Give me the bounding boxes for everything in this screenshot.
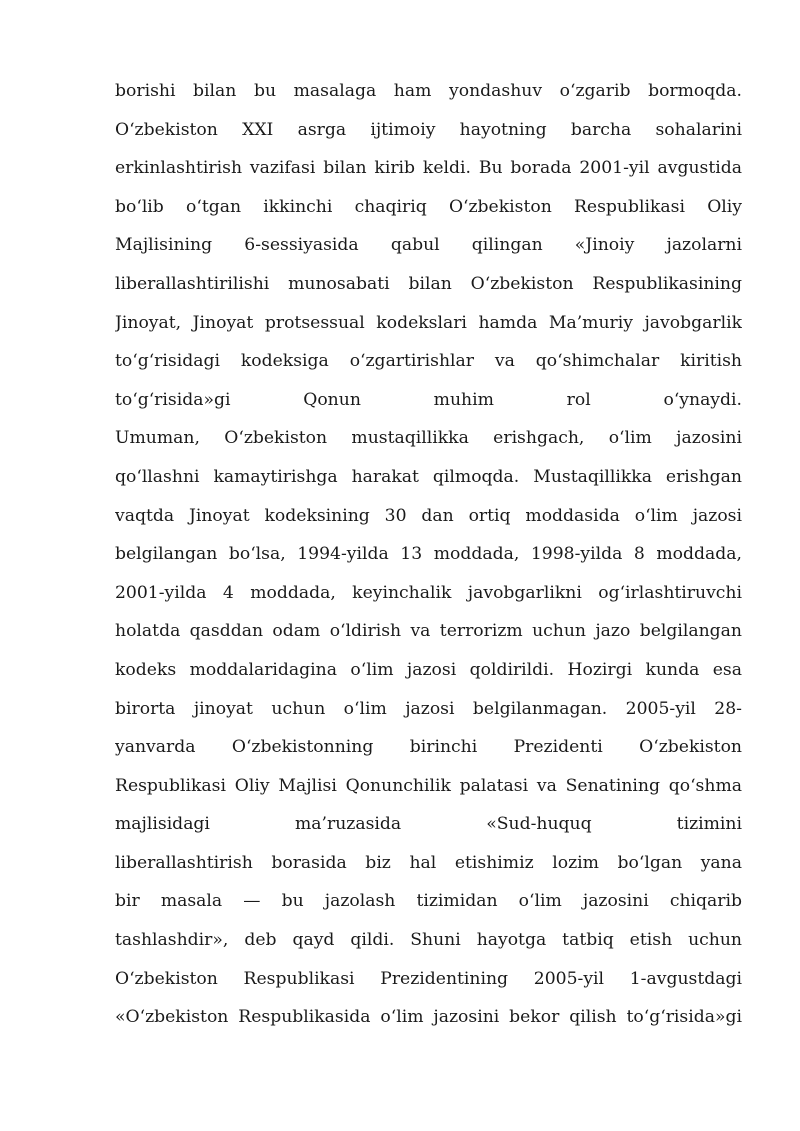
- text-line: qo‘llashni kamaytirishga harakat qilmoqda. Mustaqillikka erishgan: [115, 466, 742, 487]
- text-line: holatda qasddan odam o‘ldirish va terrorizm uchun jazo belgilangan: [115, 621, 742, 642]
- text-line: kodeks moddalaridagina o‘lim jazosi qoldirildi. Hozirgi kunda esa: [115, 659, 742, 680]
- text-line: Majlisining 6-sessiyasida qabul qilingan «Jinoiy jazolarni: [115, 235, 742, 256]
- text-line: to‘g‘risida»gi Qonun muhim rol o‘ynaydi.: [115, 389, 742, 410]
- text-line: «O‘zbekiston Respublikasida o‘lim jazosini bekor qilish to‘g‘risida»gi: [115, 1007, 742, 1028]
- text-line: Jinoyat, Jinoyat protsessual kodekslari hamda Ma’muriy javobgarlik: [115, 312, 742, 333]
- text-line: majlisidagi ma’ruzasida «Sud-huquq tizimini: [115, 814, 742, 835]
- text-line: liberallashtirish borasida biz hal etishimiz lozim bo‘lgan yana: [115, 852, 742, 873]
- text-line: yanvarda O‘zbekistonning birinchi Prezidenti O‘zbekiston: [115, 737, 742, 758]
- text-line: Respublikasi Oliy Majlisi Qonunchilik palatasi va Senatining qo‘shma: [115, 775, 742, 796]
- text-line: belgilangan bo‘lsa, 1994-yilda 13 moddada, 1998-yilda 8 moddada,: [115, 544, 742, 565]
- text-line: vaqtda Jinoyat kodeksining 30 dan ortiq moddasida o‘lim jazosi: [115, 505, 742, 526]
- text-line: 2001-yilda 4 moddada, keyinchalik javobgarlikni og‘irlashtiruvchi: [115, 582, 742, 603]
- text-line: Umuman, O‘zbekiston mustaqillikka erishgach, o‘lim jazosini: [115, 428, 742, 449]
- text-line: birorta jinoyat uchun o‘lim jazosi belgilanmagan. 2005-yil 28-: [115, 698, 742, 719]
- text-line: bo‘lib o‘tgan ikkinchi chaqiriq O‘zbekiston Respublikasi Oliy: [115, 196, 742, 217]
- text-line: liberallashtirilishi munosabati bilan O‘zbekiston Respublikasining: [115, 273, 742, 294]
- text-line: borishi bilan bu masalaga ham yondashuv o‘zgarib bormoqda.: [115, 81, 742, 101]
- text-line: to‘g‘risidagi kodeksiga o‘zgartirishlar va qo‘shimchalar kiritish: [115, 351, 742, 372]
- text-line: O‘zbekiston XXI asrga ijtimoiy hayotning barcha sohalarini: [115, 119, 742, 140]
- body-text: [115, 72, 742, 1037]
- text-line: O‘zbekiston Respublikasi Prezidentining 2005-yil 1-avgustdagi: [115, 968, 742, 989]
- text-line: erkinlashtirish vazifasi bilan kirib keldi. Bu borada 2001-yil avgustida: [115, 158, 742, 179]
- text-line: bir masala — bu jazolash tizimidan o‘lim jazosini chiqarib: [115, 891, 742, 912]
- text-line: tashlashdir», deb qayd qildi. Shuni hayotga tatbiq etish uchun: [115, 930, 742, 951]
